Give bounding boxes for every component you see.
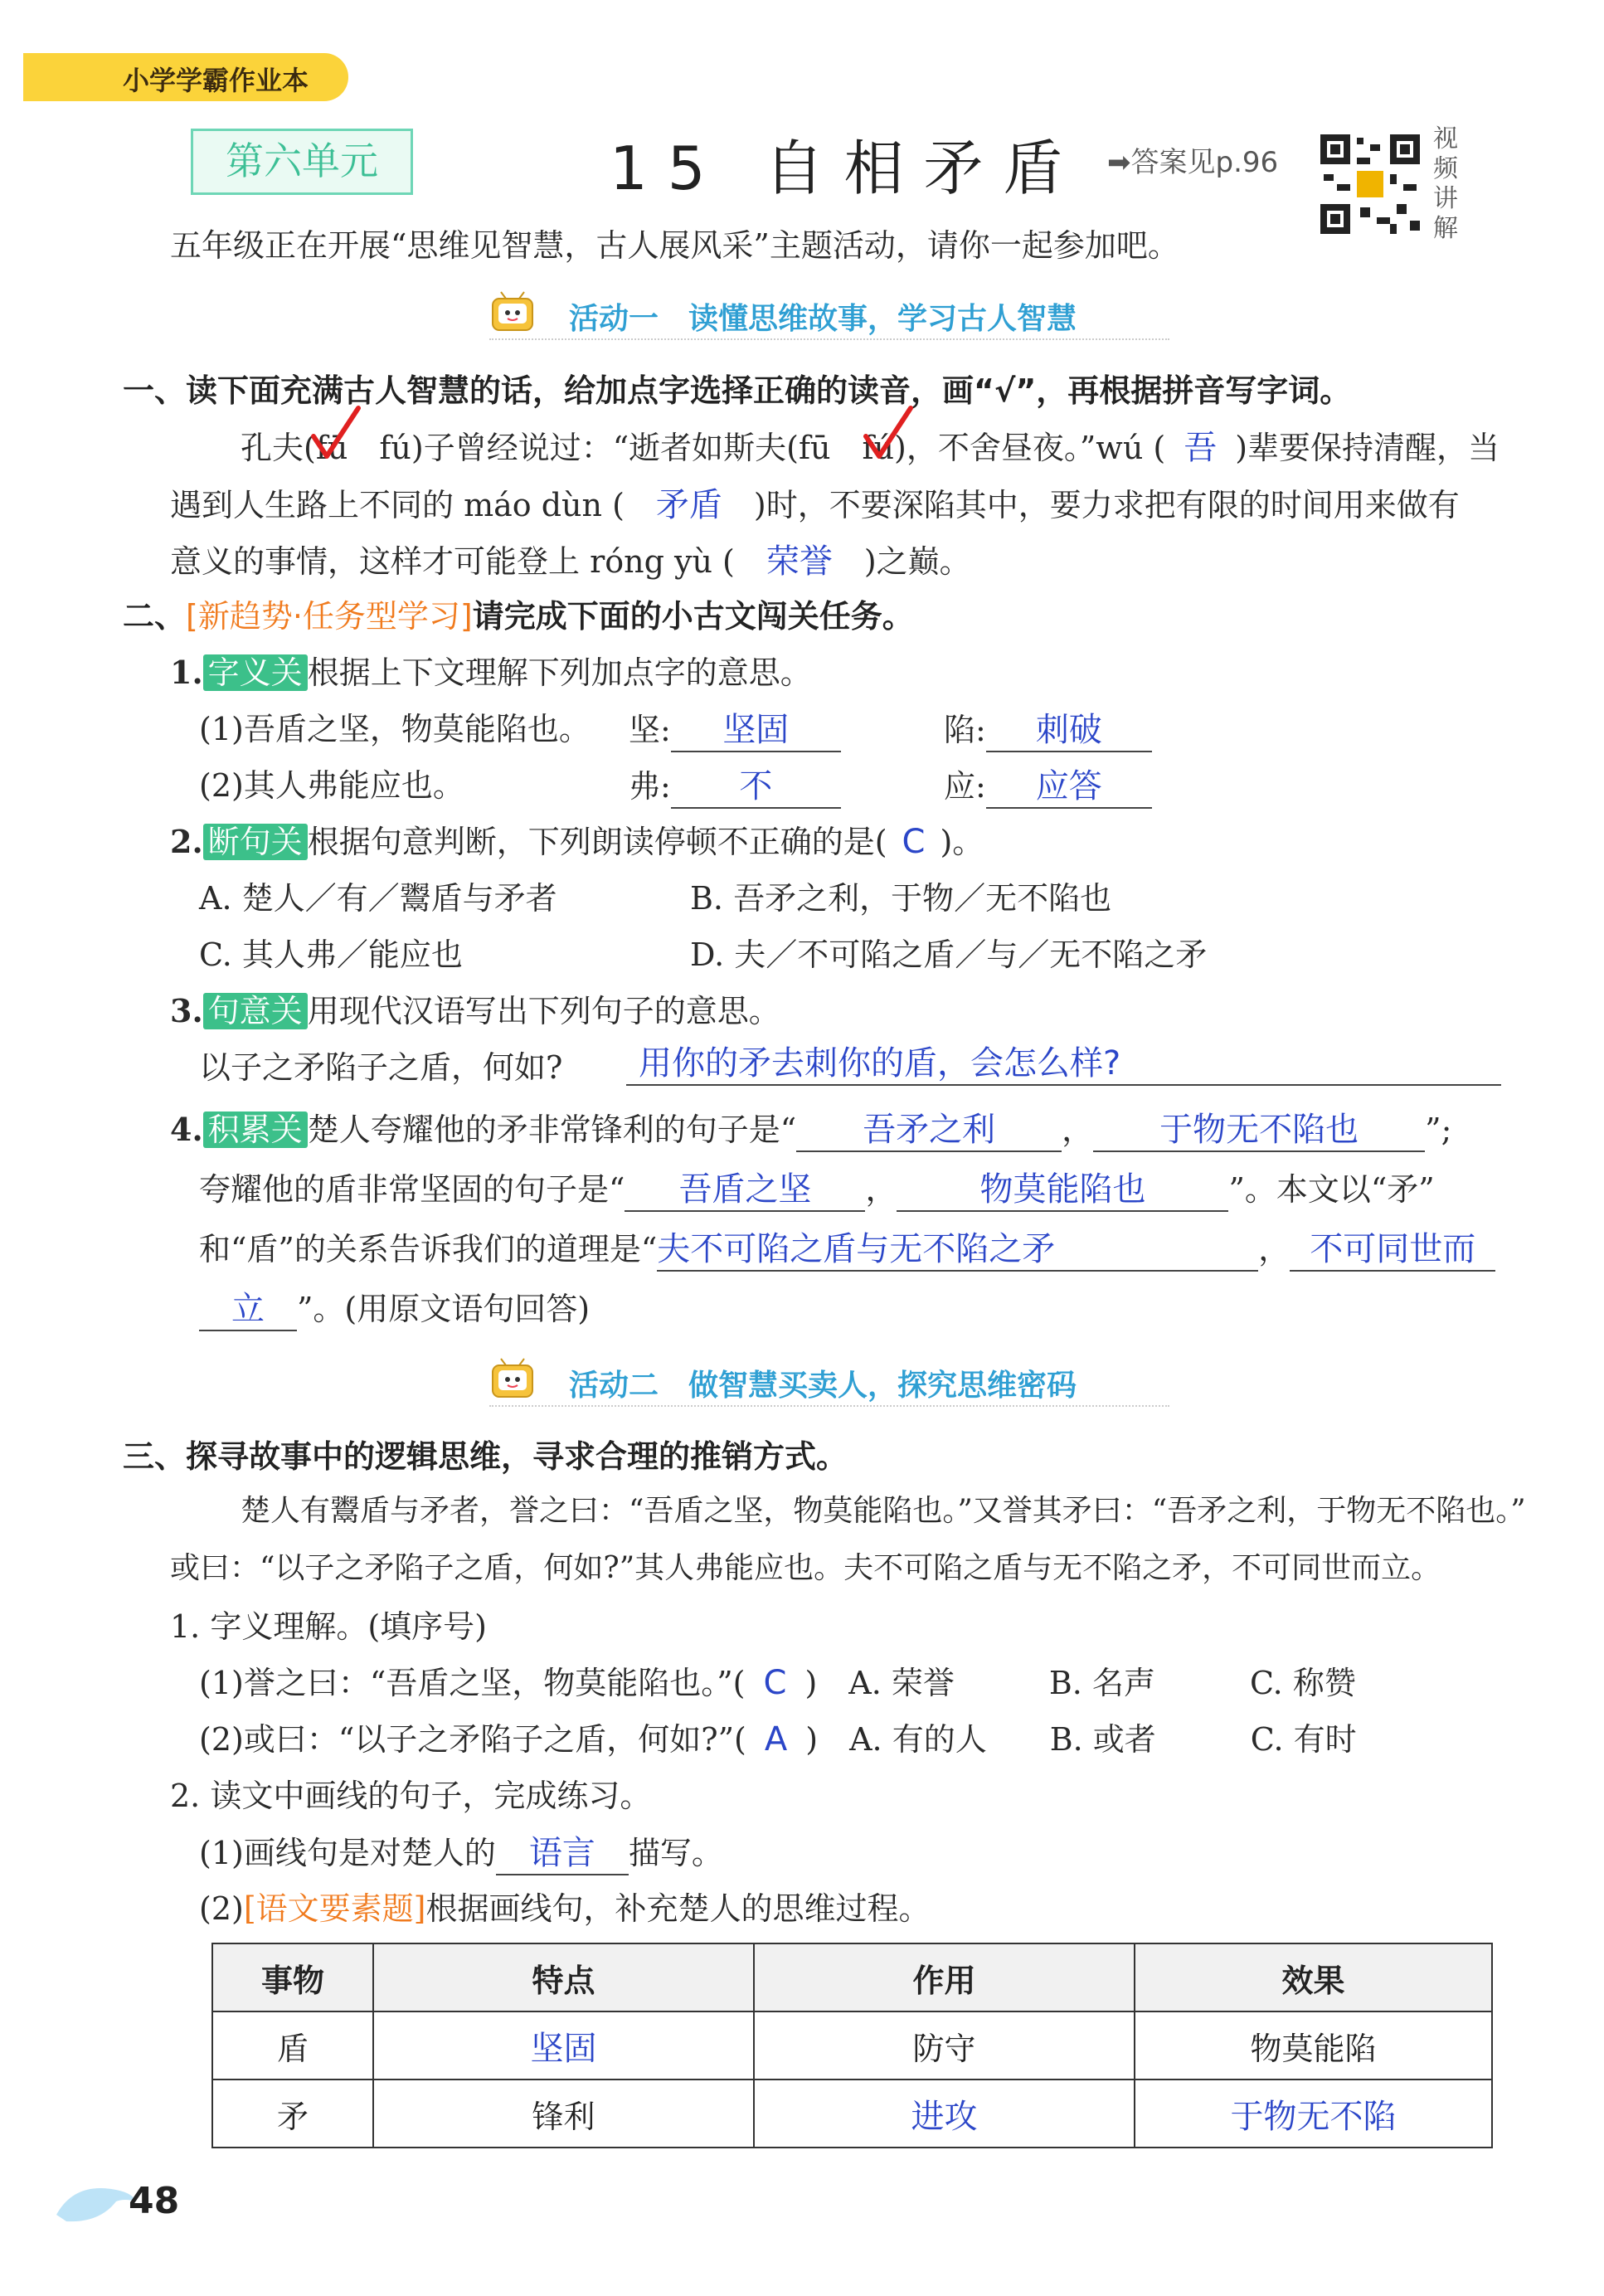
answer-ying: 应答 bbox=[986, 760, 1152, 809]
video-label: 视频讲解 bbox=[1433, 124, 1458, 243]
option-c: C. 其人弗／能应也 bbox=[199, 936, 463, 973]
q2-sub1 bbox=[170, 647, 812, 693]
q3-answer-yuyan: 语言 bbox=[496, 1827, 629, 1875]
activity-1-heading: 活动一 读懂思维故事，学习古人智慧 bbox=[569, 302, 1077, 336]
q2-sub1-tag: 字义关 bbox=[203, 654, 308, 691]
activity-1-divider bbox=[489, 338, 1169, 340]
q2-sub4-line2: 夸耀他的盾非常坚固的句子是“ 吾盾之坚 ， 物莫能陷也 ”。本文以“矛” bbox=[199, 1163, 1435, 1212]
q2-sub4-line1: 4. 积累关 楚人夸耀他的矛非常锋利的句子是“ 吾矛之利 ， 于物无不陷也 ”; bbox=[170, 1103, 1451, 1152]
option-b: B. 吾矛之利，于物／无不陷也 bbox=[690, 880, 1112, 917]
answer-wumonengxian: 物莫能陷也 bbox=[897, 1163, 1228, 1212]
q2-sub1-num: 1. bbox=[170, 654, 203, 691]
q1-stem: 一、读下面充满古人智慧的话，给加点字选择正确的读音，画“√”，再根据拼音写字词。 bbox=[123, 372, 1352, 409]
q3-sub1: 1. 字义理解。(填序号) bbox=[170, 1608, 487, 1645]
dolphin-icon bbox=[50, 2173, 141, 2231]
tv-mascot-icon bbox=[489, 1357, 536, 1400]
q2-sub3-question: 以子之矛陷子之盾，何如? bbox=[199, 1049, 563, 1086]
q2-sub4-line3: 和“盾”的关系告诉我们的道理是“夫不可陷之盾与无不陷之矛 ， 不可同世而 bbox=[199, 1223, 1495, 1272]
q1-line3-a: 意义的事情，这样才可能登上 róng yù ( bbox=[170, 543, 735, 580]
option-a: A. 楚人／有／鬻盾与矛者 bbox=[199, 880, 557, 917]
q3-sub2-part2: (2)[语文要素题]根据画线句，补充楚人的思维过程。 bbox=[199, 1890, 931, 1927]
q2-stem-text: 请完成下面的小古文闯关任务。 bbox=[472, 598, 914, 635]
table-header: 特点 bbox=[373, 1943, 754, 2011]
table-cell-answer: 坚固 bbox=[373, 2011, 754, 2080]
q3-stem: 三、探寻故事中的逻辑思维，寻求合理的推销方式。 bbox=[123, 1438, 848, 1475]
q1-line1-a: 孔夫(fū fú)子曾经说过：“逝者如斯夫(fū fú)，不舍昼夜。”wú ( bbox=[241, 430, 1166, 466]
answer-fu: 不 bbox=[671, 760, 841, 809]
option-d: D. 夫／不可陷之盾／与／无不陷之矛 bbox=[690, 936, 1208, 973]
q1-line3-b: )之巅。 bbox=[863, 543, 971, 580]
q2-stem bbox=[123, 591, 914, 636]
unit-label: 第六单元 bbox=[191, 129, 413, 195]
checkmark-icon bbox=[861, 405, 916, 463]
table-cell-answer: 于物无不陷 bbox=[1135, 2080, 1492, 2148]
answer-yuwuwubuxian: 于物无不陷也 bbox=[1093, 1103, 1425, 1152]
answer-li: 立 bbox=[199, 1282, 297, 1331]
table-cell: 矛 bbox=[212, 2080, 373, 2148]
q1-line3 bbox=[170, 535, 971, 582]
q3-sub1-row1: (1)誉之曰：“吾盾之坚，物莫能陷也。”( C ) A. 荣誉 B. 名声 C. 称赞 bbox=[199, 1664, 1356, 1702]
q2-sub1-row2: (2)其人弗能应也。 bbox=[199, 767, 464, 804]
answer-jian: 坚固 bbox=[671, 703, 841, 752]
q2-sub3-answer: 用你的矛去刺你的盾，会怎么样? bbox=[626, 1037, 1501, 1086]
thinking-process-table bbox=[211, 1943, 1493, 2148]
table-row bbox=[212, 2011, 1492, 2080]
q1-answer-rongyu: 荣誉 bbox=[766, 542, 833, 581]
activity-2-heading: 活动二 做智慧买卖人，探究思维密码 bbox=[569, 1369, 1077, 1403]
tv-mascot-icon bbox=[489, 290, 536, 333]
q2-stem-tag: [新趋势·任务型学习] bbox=[186, 598, 473, 635]
answer-fubukexian: 夫不可陷之盾与无不陷之矛 bbox=[657, 1223, 1258, 1272]
q1-line2-a: 遇到人生路上不同的 máo dùn ( bbox=[170, 487, 625, 523]
q2-sub1-text: 根据上下文理解下列加点字的意思。 bbox=[307, 654, 812, 691]
q2-stem-num: 二、 bbox=[123, 598, 187, 635]
q3-passage-line2: 或曰：“以子之矛陷子之盾，何如?”其人弗能应也。夫不可陷之盾与无不陷之矛，不可同世而立。 bbox=[170, 1551, 1441, 1585]
table-header-row bbox=[212, 1943, 1492, 2011]
answer-xian: 刺破 bbox=[986, 703, 1152, 752]
q2-sub1-row1: (1)吾盾之坚，物莫能陷也。 bbox=[199, 711, 591, 747]
q1-line1-b: )辈要保持清醒，当 bbox=[1235, 430, 1500, 466]
table-header: 作用 bbox=[754, 1943, 1135, 2011]
q3-sub2-tag: [语文要素题] bbox=[243, 1890, 426, 1927]
table-cell: 防守 bbox=[754, 2011, 1135, 2080]
key-ying: 应: 应答 bbox=[944, 760, 1152, 809]
q2-sub4-line4: 立 ”。(用原文语句回答) bbox=[199, 1282, 590, 1331]
q1-line2 bbox=[170, 479, 1460, 526]
answer-ref: ➡答案见p.96 bbox=[1107, 146, 1279, 179]
activity-2-divider bbox=[489, 1405, 1169, 1407]
table-header: 效果 bbox=[1135, 1943, 1492, 2011]
answer-buketongshier: 不可同世而 bbox=[1290, 1223, 1495, 1272]
table-row bbox=[212, 2080, 1492, 2148]
q2-sub2: 2. 断句关 根据句意判断，下列朗读停顿不正确的是( C )。 bbox=[170, 823, 984, 861]
key-fu: 弗: 不 bbox=[629, 760, 841, 809]
q3-answer-yu: C bbox=[763, 1664, 787, 1702]
answer-dunzhijian: 吾盾之坚 bbox=[625, 1163, 865, 1212]
lesson-title: 15 自相矛盾 bbox=[610, 134, 1083, 203]
key-jian: 坚: 坚固 bbox=[629, 703, 841, 752]
q3-passage-line1: 楚人有鬻盾与矛者，誉之曰：“吾盾之坚，物莫能陷也。”又誉其矛曰：“吾矛之利，于物无不陷也。” bbox=[241, 1494, 1526, 1528]
table-header: 事物 bbox=[212, 1943, 373, 2011]
q2-sub2-tag: 断句关 bbox=[203, 824, 308, 860]
q3-answer-huo: A bbox=[764, 1720, 788, 1758]
table-cell-answer: 进攻 bbox=[754, 2080, 1135, 2148]
intro-text: 五年级正在开展“思维见智慧，古人展风采”主题活动，请你一起参加吧。 bbox=[170, 227, 1179, 264]
checkmark-icon bbox=[309, 405, 363, 463]
table-cell: 物莫能陷 bbox=[1135, 2011, 1492, 2080]
q1-line2-b: )时，不要深陷其中，要力求把有限的时间用来做有 bbox=[753, 487, 1460, 523]
header-band bbox=[23, 53, 348, 101]
q3-sub2-part1: (1)画线句是对楚人的 语言 描写。 bbox=[199, 1827, 723, 1875]
q2-sub2-answer: C bbox=[902, 823, 926, 861]
table-cell: 盾 bbox=[212, 2011, 373, 2080]
table-cell: 锋利 bbox=[373, 2080, 754, 2148]
q3-sub1-row2: (2)或曰：“以子之矛陷子之盾，何如?”( A ) A. 有的人 B. 或者 C. 有时 bbox=[199, 1720, 1357, 1758]
brand-title: 小学学霸作业本 bbox=[123, 65, 309, 96]
q3-sub2: 2. 读文中画线的句子，完成练习。 bbox=[170, 1778, 652, 1814]
q2-sub4-tag: 积累关 bbox=[203, 1112, 308, 1148]
key-xian: 陷: 刺破 bbox=[944, 703, 1152, 752]
q2-sub3: 3. 句意关 用现代汉语写出下列句子的意思。 bbox=[170, 992, 780, 1029]
page-number: 48 bbox=[129, 2180, 180, 2222]
qr-code-icon[interactable] bbox=[1317, 131, 1423, 237]
q2-sub3-tag: 句意关 bbox=[203, 993, 308, 1029]
q1-answer-wu: 吾 bbox=[1184, 429, 1218, 467]
answer-maozhili: 吾矛之利 bbox=[796, 1103, 1062, 1152]
q1-answer-maodun: 矛盾 bbox=[655, 486, 722, 524]
